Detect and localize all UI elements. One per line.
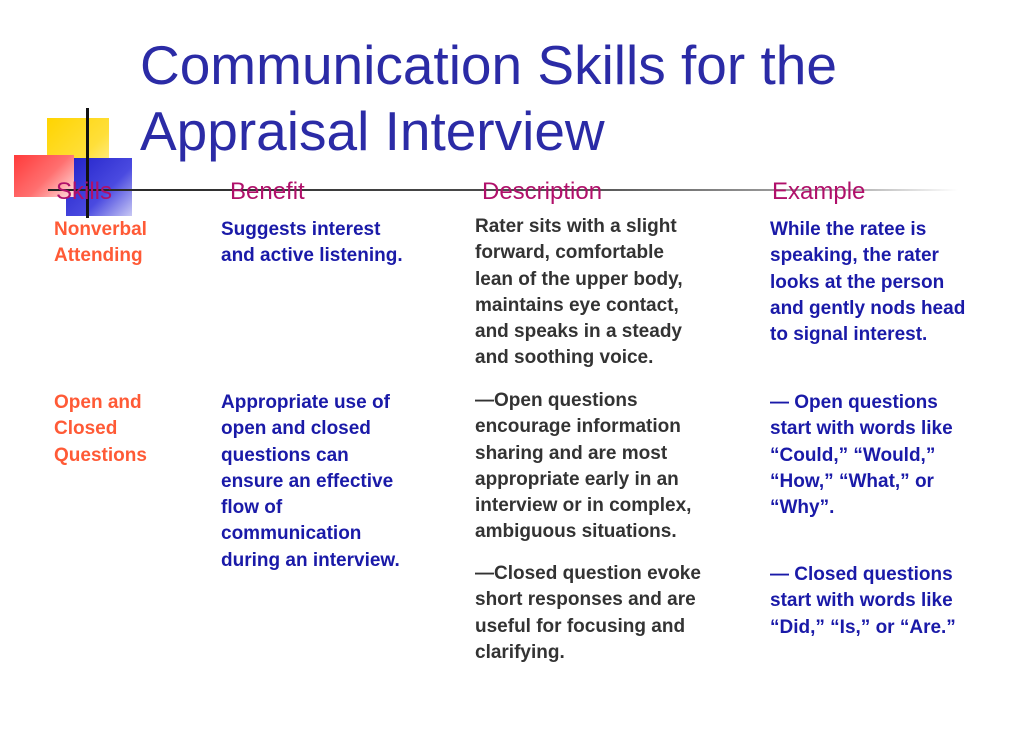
benefit-nonverbal-attending: Suggests interest and active listening. — [221, 219, 403, 267]
skill-open-closed-questions: Open and Closed Questions — [54, 392, 147, 466]
description-closed-questions: —Closed question evoke short responses and are useful for focusing and clarifying. — [475, 563, 701, 663]
skill-nonverbal-attending: Nonverbal Attending — [54, 219, 147, 267]
description-nonverbal-attending: Rater sits with a slight forward, comfortable lean of the upper body, maintains eye contact, and speaks in a steady and soothing voice. — [475, 216, 683, 369]
column-header-description: Description — [482, 178, 603, 205]
description-open-questions: —Open questions encourage information sharing and are most appropriate early in an interview or in complex, ambiguous situations. — [475, 390, 692, 543]
example-nonverbal-attending: While the ratee is speaking, the rater looks at the person and gently nods head to signal interest. — [770, 219, 966, 346]
column-header-example: Example — [772, 178, 866, 205]
example-closed-questions: — Closed questions start with words like “Did,” “Is,” or “Are.” — [770, 564, 956, 638]
column-header-benefit: Benefit — [230, 178, 305, 205]
example-open-questions: — Open questions start with words like “Could,” “Would,” “How,” “What,” or “Why”. — [770, 392, 953, 519]
column-header-skills: Skills — [56, 178, 113, 205]
slide-title: Communication Skills for the Appraisal Interview — [140, 34, 837, 162]
benefit-open-closed-questions: Appropriate use of open and closed questions can ensure an effective flow of communication during an interview. — [221, 392, 400, 571]
